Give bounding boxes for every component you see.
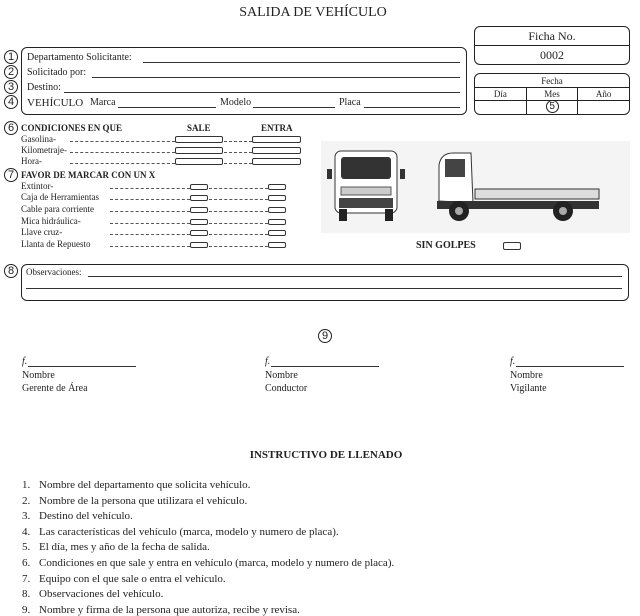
equipo-label: Cable para corriente: [21, 204, 94, 214]
anio-label: Año: [595, 89, 612, 99]
instructivo-item: Nombre y firma de la persona que autoriza, recibe y revisa.: [39, 603, 300, 616]
instructivo-number: 3.: [22, 510, 31, 523]
marker-8: 8: [4, 264, 18, 278]
vehiculo-label: VEHÍCULO: [27, 97, 84, 109]
destino-field[interactable]: [64, 92, 460, 93]
modelo-label: Modelo: [220, 97, 252, 108]
equipo-sale-checkbox[interactable]: [190, 184, 208, 190]
leader-line: [224, 152, 252, 153]
condicion-entra-field[interactable]: [252, 158, 301, 165]
instructivo-item: Destino del vehículo.: [39, 510, 133, 523]
equipo-entra-checkbox[interactable]: [268, 230, 286, 236]
leader-line: [209, 199, 268, 200]
sin-golpes-checkbox[interactable]: [503, 242, 521, 250]
marca-label: Marca: [90, 97, 116, 108]
instructivo-number: 8.: [22, 588, 31, 601]
instructivo-item: Nombre del departamento que solicita vehículo.: [39, 479, 251, 491]
dia-label: Día: [475, 88, 527, 100]
firma-prefix: f.: [510, 356, 516, 367]
leader-line: [110, 211, 190, 212]
page-title: SALIDA DE VEHÍCULO: [239, 5, 387, 20]
fecha-label: Fecha: [475, 74, 629, 88]
modelo-field[interactable]: [253, 107, 335, 108]
leader-line: [110, 246, 190, 247]
leader-line: [209, 211, 268, 212]
leader-line: [209, 234, 268, 235]
condicion-label: Kilometraje-: [21, 145, 67, 155]
firma-nombre: Nombre: [510, 370, 543, 381]
firma-prefix: f.: [265, 356, 271, 367]
condicion-sale-field[interactable]: [175, 136, 223, 143]
equipo-sale-checkbox[interactable]: [190, 195, 208, 201]
marker-9: 9: [318, 329, 332, 343]
leader-line: [70, 163, 175, 164]
sin-golpes-label: SIN GOLPES: [416, 240, 476, 251]
marcar-title: FAVOR DE MARCAR CON UN X: [21, 170, 156, 180]
sale-header: SALE: [187, 123, 211, 133]
instructivo-item: Equipo con el que sale o entra el vehículo.: [39, 572, 226, 585]
leader-line: [110, 199, 190, 200]
marker-6: 6: [4, 121, 18, 135]
anio-field[interactable]: [578, 101, 629, 114]
instructivo-number: 2.: [22, 494, 31, 507]
departamento-label: Departamento Solicitante:: [27, 52, 132, 63]
placa-field[interactable]: [364, 107, 460, 108]
instructivo-item: Nombre de la persona que utilizara el vehículo.: [39, 494, 248, 507]
firma-line[interactable]: [271, 366, 379, 367]
leader-line: [224, 163, 252, 164]
marker-1: 1: [4, 50, 18, 64]
instructivo-number: 5.: [22, 541, 31, 554]
instructivo-number: 6.: [22, 557, 31, 569]
firma-prefix: f.: [22, 356, 28, 367]
observaciones-line-2[interactable]: [26, 288, 622, 289]
instructivo-title: INSTRUCTIVO DE LLENADO: [249, 449, 403, 461]
equipo-label: Extintor-: [21, 181, 54, 191]
observaciones-line-1[interactable]: [88, 276, 622, 277]
equipo-sale-checkbox[interactable]: [190, 230, 208, 236]
instructivo-item: Las características del vehículo (marca, modelo y numero de placa).: [39, 525, 339, 538]
dia-field[interactable]: [475, 101, 527, 114]
ficha-box: [474, 26, 630, 65]
condicion-entra-field[interactable]: [252, 136, 301, 143]
leader-line: [209, 246, 268, 247]
condicion-label: Hora-: [21, 156, 42, 166]
marker-5: 5: [546, 100, 559, 113]
equipo-entra-checkbox[interactable]: [268, 184, 286, 190]
condicion-sale-field[interactable]: [175, 158, 223, 165]
mes-field[interactable]: [527, 101, 579, 114]
instructivo-item: Condiciones en que sale y entra en vehículo (marca, modelo y numero de placa).: [39, 557, 395, 569]
firma-rol: Conductor: [265, 383, 308, 394]
condicion-entra-field[interactable]: [252, 147, 301, 154]
equipo-entra-checkbox[interactable]: [268, 242, 286, 248]
equipo-label: Llave cruz-: [21, 227, 63, 237]
condicion-sale-field[interactable]: [175, 147, 223, 154]
leader-line: [110, 188, 190, 189]
instructivo-number: 1.: [22, 479, 31, 491]
truck-side-icon: [433, 141, 603, 233]
equipo-label: Mica hidráulica-: [21, 216, 81, 226]
equipo-sale-checkbox[interactable]: [190, 242, 208, 248]
truck-images: [321, 141, 630, 233]
leader-line: [224, 141, 252, 142]
leader-line: [110, 223, 190, 224]
equipo-sale-checkbox[interactable]: [190, 207, 208, 213]
instructivo-number: 7.: [22, 572, 31, 585]
equipo-sale-checkbox[interactable]: [190, 219, 208, 225]
firma-line[interactable]: [516, 366, 624, 367]
firma-nombre: Nombre: [265, 370, 298, 381]
marker-3: 3: [4, 80, 18, 94]
observaciones-box: [21, 264, 629, 301]
firma-rol: Vigilante: [510, 383, 547, 394]
instructivo-number: 4.: [22, 525, 31, 538]
destino-label: Destino:: [27, 82, 61, 93]
instructivo-number: 9.: [22, 603, 31, 616]
instructivo-item: Observaciones del vehículo.: [39, 588, 164, 601]
ficha-number[interactable]: 0002: [540, 48, 564, 62]
observaciones-label: Observaciones:: [26, 267, 82, 277]
leader-line: [209, 188, 268, 189]
solicitado-field[interactable]: [92, 77, 460, 78]
equipo-label: Llanta de Repuesto: [21, 239, 91, 249]
equipo-label: Caja de Herramientas: [21, 192, 99, 202]
condicion-label: Gasolina-: [21, 134, 56, 144]
ficha-label: Ficha No.: [475, 27, 629, 46]
firma-rol: Gerente de Área: [22, 383, 88, 394]
leader-line: [110, 234, 190, 235]
marker-4: 4: [4, 95, 18, 109]
fecha-box: [474, 73, 630, 115]
firma-nombre: Nombre: [22, 370, 55, 381]
leader-line: [70, 141, 175, 142]
equipo-entra-checkbox[interactable]: [268, 219, 286, 225]
marker-2: 2: [4, 65, 18, 79]
marca-field[interactable]: [118, 107, 216, 108]
instructivo-item: El día, mes y año de la fecha de salida.: [39, 541, 210, 554]
leader-line: [70, 152, 175, 153]
equipo-entra-checkbox[interactable]: [268, 207, 286, 213]
firma-line[interactable]: [28, 366, 136, 367]
equipo-entra-checkbox[interactable]: [268, 195, 286, 201]
placa-label: Placa: [339, 97, 361, 108]
entra-header: ENTRA: [261, 123, 293, 133]
solicitado-label: Solicitado por:: [27, 67, 87, 78]
mes-label: Mes: [527, 88, 579, 100]
leader-line: [209, 223, 268, 224]
departamento-field[interactable]: [143, 62, 460, 63]
condiciones-title: CONDICIONES EN QUE: [21, 123, 123, 133]
marker-7: 7: [4, 168, 18, 182]
